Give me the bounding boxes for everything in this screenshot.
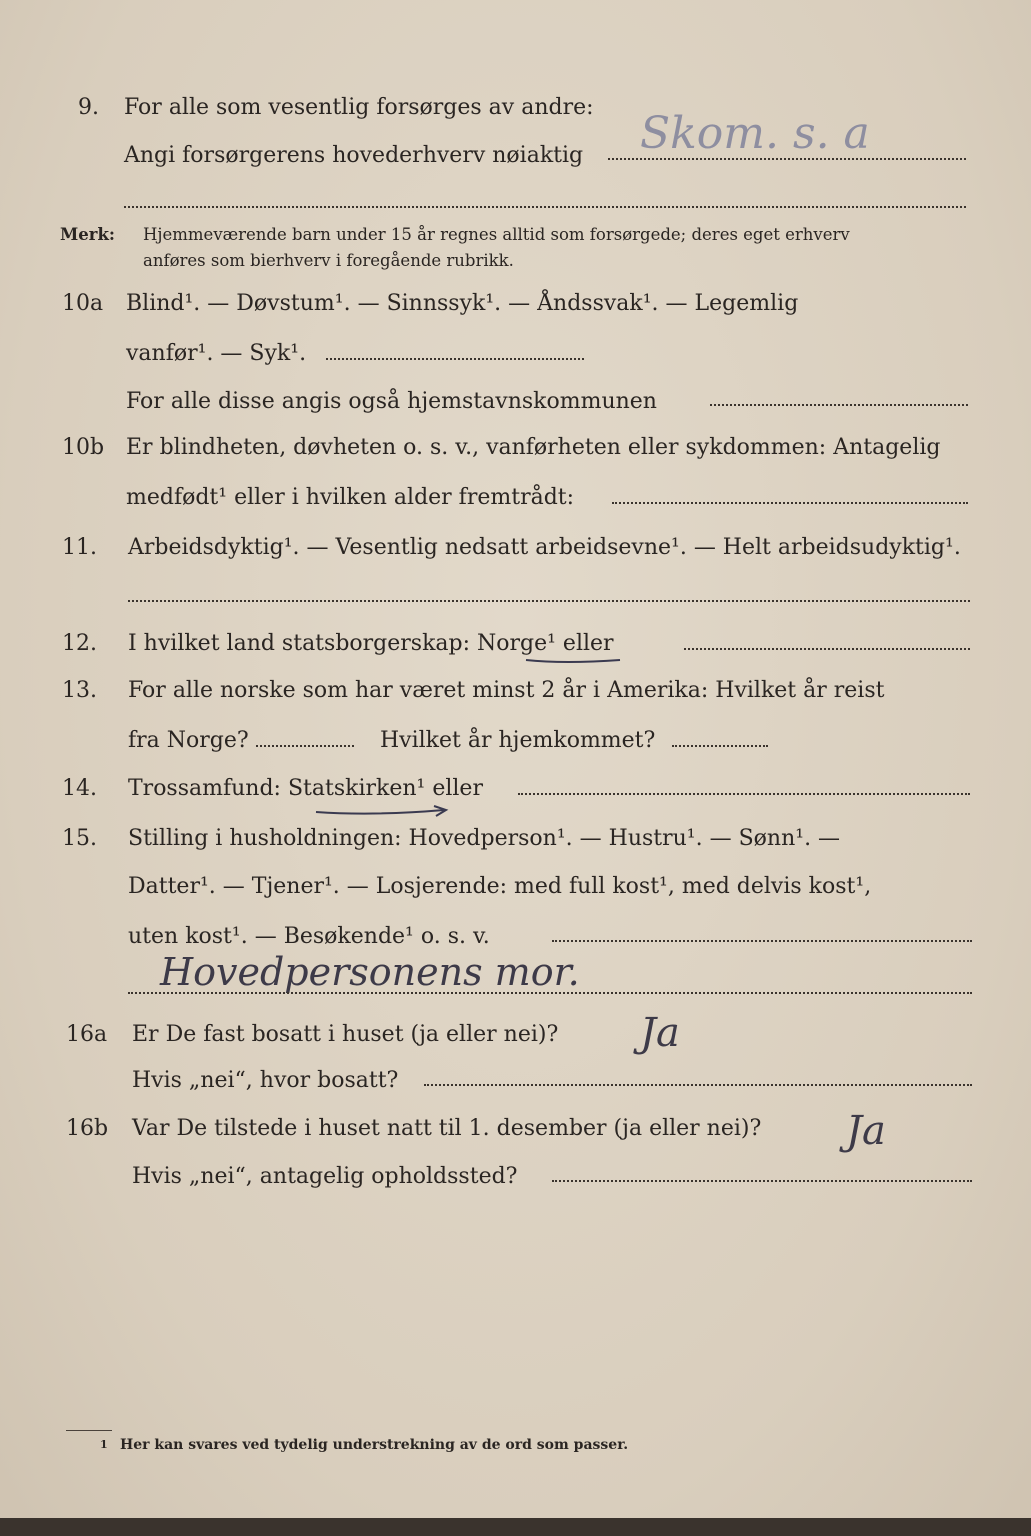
footnote-text: Her kan svares ved tydelig understrekning av de ord som passer. [120, 1437, 629, 1453]
q11-line1: Arbeidsdyktig¹. — Vesentlig nedsatt arbeidsevne¹. — Helt arbeidsudyktig¹. [128, 535, 961, 560]
q15-handwritten-answer: Hovedpersonens mor. [160, 950, 580, 994]
q14-fill [518, 793, 970, 795]
q16b-number: 16b [66, 1116, 109, 1141]
q10a-line3-fill [710, 404, 968, 406]
q12-line1: I hvilket land statsborgerskap: Norge¹ eller [128, 631, 614, 656]
q13-line2b-fill [672, 745, 768, 747]
q10b-number: 10b [62, 435, 105, 460]
q16b-handwritten-answer: Ja [846, 1108, 886, 1154]
q9-line1: For alle som vesentlig forsørges av andre: [124, 95, 594, 120]
q16a-line2-fill [424, 1084, 972, 1086]
merk-line1: Hjemmeværende barn under 15 år regnes alltid som forsørgede; deres eget erhverv [143, 225, 850, 244]
q15-line3: uten kost¹. — Besøkende¹ o. s. v. [128, 924, 490, 949]
q10a-line3: For alle disse angis også hjemstavnskommunen [126, 389, 657, 414]
q13-line2a-fill [256, 745, 354, 747]
page-bottom-edge [0, 1518, 1031, 1536]
footnote-separator [66, 1430, 112, 1431]
q16b-line1: Var De tilstede i huset natt til 1. desember (ja eller nei)? [132, 1116, 762, 1141]
footnote-mark: 1 [100, 1438, 108, 1451]
q9-extra-line [124, 206, 966, 208]
merk-label: Merk: [60, 225, 115, 244]
q12-number: 12. [62, 631, 97, 656]
q10b-line2: medfødt¹ eller i hvilken alder fremtrådt: [126, 485, 575, 510]
q10a-line2: vanfør¹. — Syk¹. [126, 341, 307, 366]
q15-number: 15. [62, 826, 97, 851]
q10b-line2-fill [612, 502, 968, 504]
q13-number: 13. [62, 678, 97, 703]
q9-number: 9. [78, 95, 99, 120]
q15-line3-fill [552, 940, 972, 942]
q16b-line2: Hvis „nei“, antagelig opholdssted? [132, 1164, 518, 1189]
q13-line2a: fra Norge? [128, 728, 249, 753]
q16a-line2: Hvis „nei“, hvor bosatt? [132, 1068, 399, 1093]
q10a-line1: Blind¹. — Døvstum¹. — Sinnssyk¹. — Åndssvak¹. — Legemlig [126, 291, 799, 316]
q9-line2: Angi forsørgerens hovederhverv nøiaktig [124, 143, 584, 168]
q16a-number: 16a [66, 1022, 108, 1047]
q12-fill [684, 648, 970, 650]
q16b-line2-fill [552, 1180, 972, 1182]
q11-extra-line [128, 600, 970, 602]
q15-line1: Stilling i husholdningen: Hovedperson¹. — Hustru¹. — Sønn¹. — [128, 826, 841, 851]
q9-handwritten-answer: Skom. s. a [640, 108, 870, 159]
q15-line2: Datter¹. — Tjener¹. — Losjerende: med full kost¹, med delvis kost¹, [128, 874, 872, 899]
q10a-line2-fill [326, 358, 584, 360]
q10a-number: 10a [62, 291, 104, 316]
q10b-line1: Er blindheten, døvheten o. s. v., vanførheten eller sykdommen: Antagelig [126, 435, 941, 460]
q13-line2b: Hvilket år hjemkommet? [380, 728, 656, 753]
q15-answer-line [128, 992, 972, 994]
q14-number: 14. [62, 776, 97, 801]
q14-line1: Trossamfund: Statskirken¹ eller [128, 776, 483, 801]
q16a-handwritten-answer: Ja [640, 1010, 680, 1056]
q11-number: 11. [62, 535, 97, 560]
q14-statskirken-underline [314, 804, 450, 820]
q16a-line1: Er De fast bosatt i huset (ja eller nei)? [132, 1022, 559, 1047]
q13-line1: For alle norske som har været minst 2 år i Amerika: Hvilket år reist [128, 678, 885, 703]
merk-line2: anføres som bierhverv i foregående rubrikk. [143, 251, 514, 270]
q12-norge-underline [524, 654, 624, 668]
